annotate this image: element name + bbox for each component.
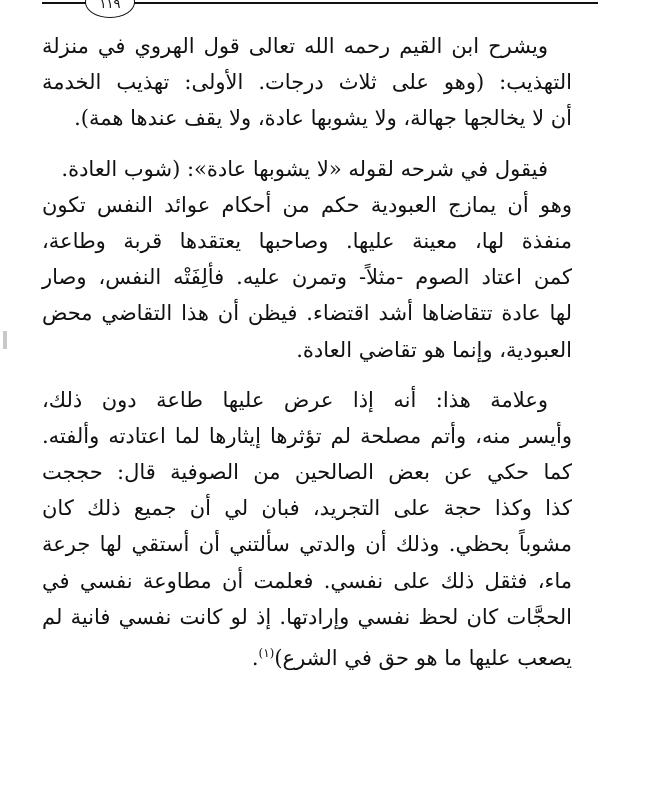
text-line-content: يصعب عليها ما هو حق في الشرع) (274, 646, 572, 670)
text-line: فيقول في شرحه لقوله «لا يشوبها عادة»: (شوب العادة. (61, 156, 548, 181)
text-line: كما حكي عن بعض الصالحين من الصوفية قال: حججت (42, 460, 572, 485)
text-line: الحجَّات كان لحظ نفسي وإرادتها. إذ لو كانت نفسي فانية لم (42, 604, 572, 629)
text-line: أن لا يخالجها جهالة، ولا يشوبها عادة، ولا يقف عندها همة). (74, 106, 572, 131)
text-line: وأيسر منه، وأتم مصلحة لم تؤثرها إيثارها لما اعتادته وألفته. (42, 423, 572, 448)
text-line: لها عادة تتقاضاها أشد اقتضاء. فيظن أن هذا التقاضي محض (42, 301, 572, 326)
text-line-final (42, 635, 598, 671)
sentence-end: . (251, 646, 259, 670)
page-number: ١١٩ (85, 0, 135, 18)
text-line: كمن اعتاد الصوم -مثلاً- وتمرن عليه. فألِفَتْه النفس، وصار (42, 265, 572, 290)
text-line: العبودية، وإنما هو تقاضي العادة. (296, 337, 572, 362)
page-body (42, 28, 598, 671)
margin-marker (3, 331, 7, 349)
text-line: منفذة لها، معينة عليها. وصاحبها يعتقدها قربة وطاعة، (42, 228, 572, 253)
text-line: مشوباً بحظي. وذلك أن والدتي سألتني أن أستقي لها جرعة (42, 532, 572, 557)
paragraph-2 (42, 151, 598, 368)
paragraph-3 (42, 382, 598, 672)
text-line: كذا وكذا حجة على التجريد، فبان لي أن جميع ذلك كان (42, 496, 572, 521)
footnote-marker[interactable]: (١) (258, 646, 275, 660)
text-line: ويشرح ابن القيم رحمه الله تعالى قول الهروي في منزلة (42, 34, 548, 58)
paragraph-1 (42, 28, 598, 137)
text-line: ماء، فثقل ذلك على نفسي. فعلمت أن مطاوعة نفسي في (42, 568, 572, 593)
text-line: التهذيب: (وهو على ثلاث درجات. الأولى: تهذيب الخدمة (42, 70, 572, 95)
text-line: وهو أن يمازج العبودية حكم من أحكام عوائد النفس تكون (42, 192, 572, 217)
text-line: وعلامة هذا: أنه إذا عرض عليها طاعة دون ذلك، (42, 387, 548, 412)
